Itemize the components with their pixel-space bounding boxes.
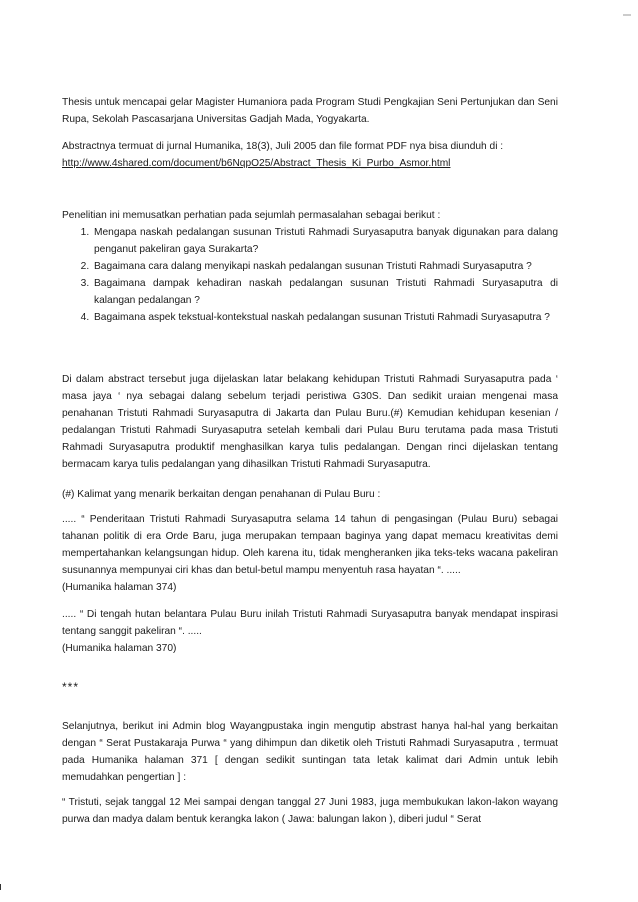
journal-info: Abstractnya termuat di jurnal Humanika, 18(3), Juli 2005 dan file format PDF nya bisa diunduh di : — [62, 141, 504, 152]
section-separator: *** — [62, 680, 80, 694]
thesis-description: Thesis untuk mencapai gelar Magister Humaniora pada Program Studi Pengkajian Seni Pertunjukan dan Seni Rupa, Sekolah Pascasarjana Universitas Gadjah Mada, Yogyakarta. — [62, 97, 558, 125]
research-question: 3. Bagaimana dampak kehadiran naskah pedalangan susunan Tristuti Rahmadi Suryasaputra di kalangan pedalangan ? — [92, 275, 558, 309]
quotes-section — [62, 486, 558, 657]
quote-hutan: ..... “ Di tengah hutan belantara Pulau Buru inilah Tristuti Rahmadi Suryasaputra banyak mendapat inspirasi tentang sanggit pakeliran “. ..... — [62, 609, 558, 637]
quote-source: (Humanika halaman 374) — [62, 582, 177, 593]
research-focus-section — [62, 207, 558, 326]
download-link[interactable]: http://www.4shared.com/document/b6NqpO25/Abstract_Thesis_Ki_Purbo_Asmor.html — [62, 158, 451, 169]
research-questions-list — [62, 224, 558, 326]
research-question: 2. Bagaimana cara dalang menyikapi naskah pedalangan susunan Tristuti Rahmadi Suryasaputra ? — [92, 258, 558, 275]
research-focus-lead: Penelitian ini memusatkan perhatian pada sejumlah permasalahan sebagai berikut : — [62, 210, 441, 221]
quotes-heading: (#) Kalimat yang menarik berkaitan dengan penahanan di Pulau Buru : — [62, 489, 381, 500]
closing-paragraph: Selanjutnya, berikut ini Admin blog Wayangpustaka ingin mengutip abstrast hanya hal-hal yang berkaitan dengan “ Serat Pustakaraja Purwa “ yang dihimpun dan diketik oleh Tristuti Rahmadi Suryasaputra , termuat pada Humanika halaman 371 [ dengan sedikit suntingan tata letak kalimat dari Admin untuk lebih memudahkan pengertian ] : — [62, 721, 558, 783]
closing-section — [62, 718, 558, 828]
research-question: 1. Mengapa naskah pedalangan susunan Tristuti Rahmadi Suryasaputra banyak digunakan para dalang penganut pakeliran gaya Surakarta? — [92, 224, 558, 258]
abstract-paragraph: Di dalam abstract tersebut juga dijelaskan latar belakang kehidupan Tristuti Rahmadi Suryasaputra pada ‘ masa jaya ‘ nya sebagai dalang sebelum terjadi peristiwa G30S. Dan sedikit uraian mengenai masa penahanan Tristuti Rahmadi Suryasaputra di Jakarta dan Pulau Buru.(#) Kemudian kehidupan kesenian / pedalangan Tristuti Rahmadi Suryasaputra setelah kembali dari Pulau Buru terutama pada masa Tristuti Rahmadi Suryasaputra produktif menghasilkan karya tulis pedalangan. Dengan rinci dijelaskan tentang bermacam karya tulis pedalangan yang dihasilkan Tristuti Rahmadi Suryasaputra. — [62, 374, 558, 470]
closing-quote: “ Tristuti, sejak tanggal 12 Mei sampai dengan tanggal 27 Juni 1983, juga membukukan lakon-lakon wayang purwa dan madya dalam bentuk kerangka lakon ( Jawa: balungan lakon ), diberi judul “ Serat — [62, 797, 558, 825]
research-question: 4. Bagaimana aspek tekstual-kontekstual naskah pedalangan susunan Tristuti Rahmadi Suryasaputra ? — [92, 309, 558, 326]
quote-source: (Humanika halaman 370) — [62, 643, 177, 654]
intro-section — [62, 94, 558, 172]
scan-artifact — [0, 884, 1, 890]
quote-penderitaan: ..... “ Penderitaan Tristuti Rahmadi Suryasaputra selama 14 tahun di pengasingan (Pulau Buru) sebagai tahanan politik di era Orde Baru, juga merupakan tempaan baginya yang dapat memacu kreativitas demi mempertahankan kelangsungan hidup. Oleh karena itu, tidak mengheranken jika teks-teks wacana pakeliran susunannya mempunyai ciri khas dan betul-betul mampu menyentuh rasa hayatan “. ..... — [62, 514, 558, 576]
abstract-paragraph-block — [62, 371, 558, 473]
scan-artifact — [623, 14, 631, 16]
